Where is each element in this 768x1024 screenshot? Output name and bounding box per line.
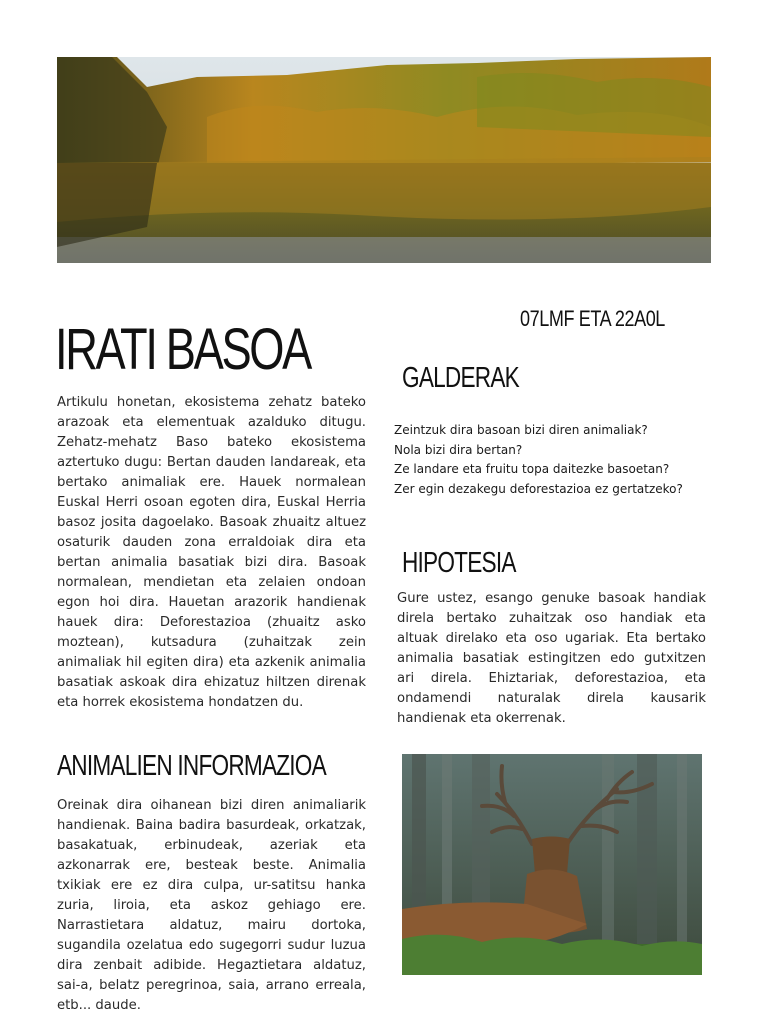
authors-label: 07LMF ETA 22A0L <box>520 306 665 331</box>
deer-photo <box>402 754 702 975</box>
question-item: Zer egin dezakegu deforestazioa ez gertatzeko? <box>394 481 683 496</box>
forest-lake-photo <box>57 57 711 263</box>
question-item: Nola bizi dira bertan? <box>394 442 523 457</box>
page-title: IRATI BASOA <box>55 316 310 382</box>
intro-paragraph: Artikulu honetan, ekosistema zehatz bateko arazoak eta elementuak azalduko ditugu. Zehatz-mehatz Baso bateko ekosistema aztertuko dugu: Bertan dauden landareak, eta bertako animaliak ere. Hauek normalean Euskal Herri osoan egoten dira, Euskal Herria basoz josita dagoelako. Basoak zhuaitz altuez osaturik dauden zona erraldoiak dira eta bertan animalia basatiak bizi dira. Basoak normalean, mendietan eta zelaien ondoan egon hoi dira. Hauetan arazorik handienak hauek dira: Deforestazioa (zhuaitz asko moztean), kutsadura (zuhaitzak zein animaliak hil egiten dira) eta azkenik animalia basatiak askoak dira ehizatuz hiltzen direnak eta horrek ekosistema hondatzen du. <box>57 395 366 710</box>
section-heading-hipotesia: HIPOTESIA <box>402 547 516 579</box>
section-heading-animalien: ANIMALIEN INFORMAZIOA <box>57 750 326 782</box>
animalien-paragraph: Oreinak dira oihanean bizi diren animaliarik handienak. Baina badira basurdeak, orkatzak, basakatuak, erbinudeak, azeriak eta azkonarrak ere, besteak beste. Animalia txikiak ere ez dira culpa, ur-satitsu hanka zuria, liroia, eta askoz gehiago ere. Narrastietara aldatuz, mairu dortoka, sugandila ozelatua edo sugegorri sudur luzua dira zenbait adibide. Hegaztietara aldatuz, sai-a, belatz peregrinoa, saia, arrano erreala, etb... daude. <box>57 798 366 1013</box>
questions-list <box>394 421 724 499</box>
question-item: Ze landare eta fruitu topa daitezke basoetan? <box>394 462 670 476</box>
section-heading-galderak: GALDERAK <box>402 362 519 394</box>
hipotesia-paragraph: Gure ustez, esango genuke basoak handiak direla bertako zuhaitzak oso handiak eta altuak direlako eta oso ugariak. Eta bertako animalia basatiak estingitzen edo gutxitzen ari direla. Ehiztariak, deforestazioa, eta ondamendi naturalak direla kausarik handienak eta okerrenak. <box>397 591 706 726</box>
question-item: Zeintzuk dira basoan bizi diren animaliak? <box>394 423 648 437</box>
